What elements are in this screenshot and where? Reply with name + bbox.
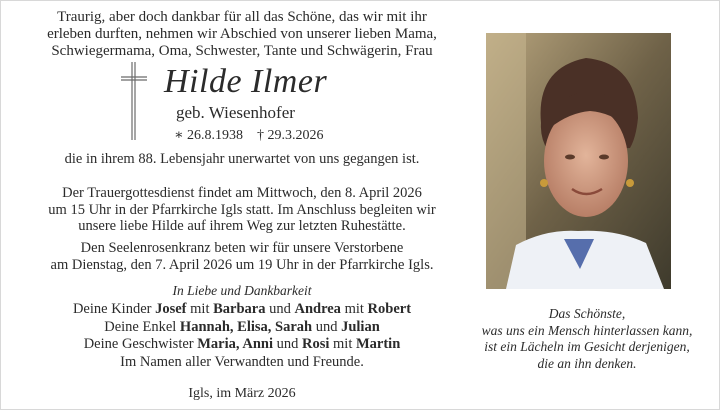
relatives-line: Im Namen aller Verwandten und Freunde.: [120, 353, 364, 370]
thanks-line: In Liebe und Dankbarkeit: [172, 283, 312, 298]
rosary-line: Den Seelenrosenkranz beten wir für unsere Verstorbene: [80, 240, 404, 256]
intro-line: erleben durften, nehmen wir Abschied von unserer lieben Mama,: [47, 26, 437, 42]
grandchildren-line: Deine Enkel Hannah, Elisa, Sarah und Julian: [104, 318, 380, 335]
maiden-name: geb. Wiesenhofer: [176, 103, 295, 122]
funeral-line: um 15 Uhr in der Pfarrkirche Igls statt. Im Anschluss begleiten wir: [48, 201, 436, 218]
rosary-paragraph: [12, 240, 472, 273]
death-date: † 29.3.2026: [257, 128, 324, 143]
cross-icon: [120, 60, 148, 142]
quote-line: was uns ein Mensch hinterlassen kann,: [481, 322, 693, 338]
portrait-photo: [486, 33, 671, 289]
family-list: [12, 301, 472, 371]
funeral-line: Der Trauergottesdienst findet am Mittwoch, den 8. April 2026: [62, 185, 422, 201]
intro-line: Traurig, aber doch dankbar für all das Schöne, das wir mit ihr: [57, 9, 427, 25]
funeral-line: unsere liebe Hilde auf ihrem Weg zur letzten Ruhestätte.: [78, 218, 406, 234]
quote-line: die an ihn denken.: [537, 355, 637, 371]
memorial-quote: [462, 306, 712, 372]
place-date: Igls, im März 2026: [188, 386, 296, 401]
intro-line: Schwiegermama, Oma, Schwester, Tante und Schwägerin, Frau: [51, 43, 433, 59]
funeral-paragraph: [12, 185, 472, 235]
birth-date: ∗ 26.8.1938: [174, 128, 244, 143]
life-dates: [162, 127, 422, 145]
portrait-image: [486, 33, 671, 289]
siblings-line: Deine Geschwister Maria, Anni und Rosi mit Martin: [83, 336, 401, 352]
name-block: [162, 62, 422, 145]
rosary-line: am Dienstag, den 7. April 2026 um 19 Uhr in der Pfarrkirche Igls.: [50, 256, 434, 273]
quote-line: Das Schönste,: [548, 306, 626, 321]
age-line: die in ihrem 88. Lebensjahr unerwartet von uns gegangen ist.: [64, 151, 420, 167]
children-line: Deine Kinder Josef mit Barbara und Andrea mit Robert: [72, 301, 412, 317]
intro-text: [12, 9, 472, 60]
deceased-name: Hilde Ilmer: [164, 63, 328, 100]
quote-line: ist ein Lächeln im Gesicht derjenigen,: [484, 339, 690, 354]
